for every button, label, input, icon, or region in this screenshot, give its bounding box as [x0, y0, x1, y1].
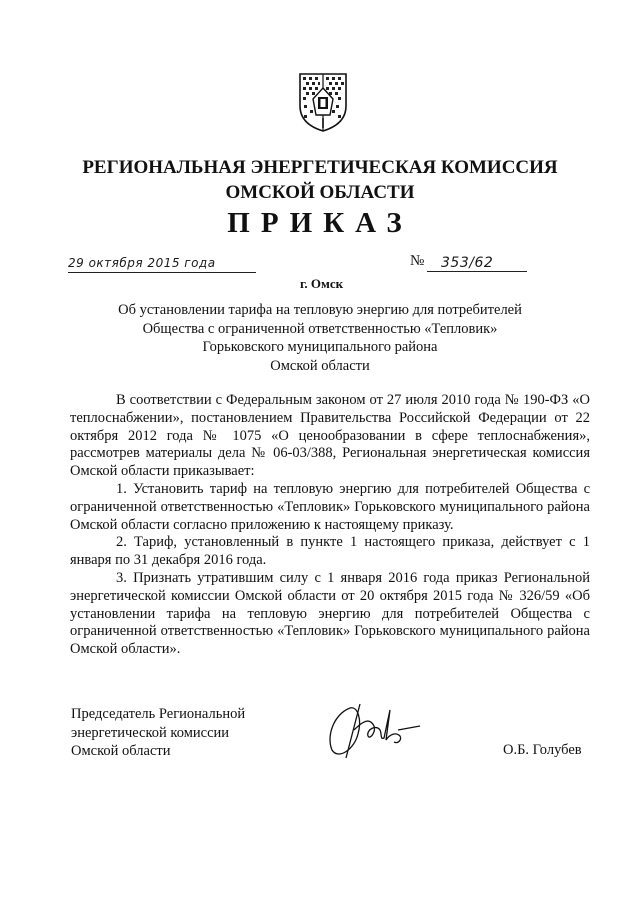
- handwritten-number: 353/62: [441, 255, 494, 271]
- signer-position-line: Омской области: [71, 743, 171, 759]
- coat-of-arms-icon: [296, 70, 350, 134]
- order-body: [70, 392, 590, 659]
- signer-position-line: Председатель Региональной: [71, 706, 246, 722]
- organization-line: РЕГИОНАЛЬНАЯ ЭНЕРГЕТИЧЕСКАЯ КОМИССИЯ: [82, 157, 558, 178]
- subject-line: Горьковского муниципального района: [202, 339, 438, 355]
- document-type-title: ПРИКАЗ: [227, 207, 413, 239]
- date-field: [68, 252, 256, 273]
- order-subject: [0, 301, 640, 375]
- handwritten-date: 29 октября 2015 года: [68, 256, 216, 270]
- subject-line: Общества с ограниченной ответственностью «Тепловик»: [142, 320, 498, 337]
- city-label: г. Омск: [300, 276, 344, 291]
- signer-position-line: энергетической комиссии: [71, 724, 230, 741]
- clause-paragraph: 3. Признать утратившим силу с 1 января 2016 года приказ Региональной энергетической комиссии Омской области от 20 октября 2015 года № 326/59 «Об установлении тарифа на тепловую энергию для потребителей Общества с ограниченной ответственностью «Тепловик» Горьковского муниципального района Омской области».: [70, 569, 590, 658]
- preamble-paragraph: В соответствии с Федеральным законом от 27 июля 2010 года № 190-ФЗ «О теплоснабжении», постановлением Правительства Российской Федерации от 22 октября 2012 года № 1075 «О ценообразовании в сфере теплоснабжения», рассмотрев материалы дела № 06-03/388, Региональная энергетическая комиссия Омской области приказывает:: [70, 392, 590, 480]
- organization-line: ОМСКОЙ ОБЛАСТИ: [225, 182, 415, 203]
- organization-name: [0, 155, 640, 205]
- signer-name: О.Б. Голубев: [503, 742, 582, 758]
- signature-icon: [320, 700, 430, 762]
- clause-paragraph: 1. Установить тариф на тепловую энергию для потребителей Общества с ограниченной ответственностью «Тепловик» Горьковского муниципального района Омской области согласно приложению к настоящему приказу.: [70, 480, 590, 533]
- subject-line: Об установлении тарифа на тепловую энергию для потребителей: [118, 302, 522, 318]
- signer-position: [71, 705, 245, 761]
- subject-line: Омской области: [270, 357, 370, 374]
- number-field: [427, 252, 527, 272]
- clause-paragraph: 2. Тариф, установленный в пункте 1 настоящего приказа, действует с 1 января по 31 декабря 2016 года.: [70, 534, 590, 569]
- number-sign: №: [410, 253, 425, 269]
